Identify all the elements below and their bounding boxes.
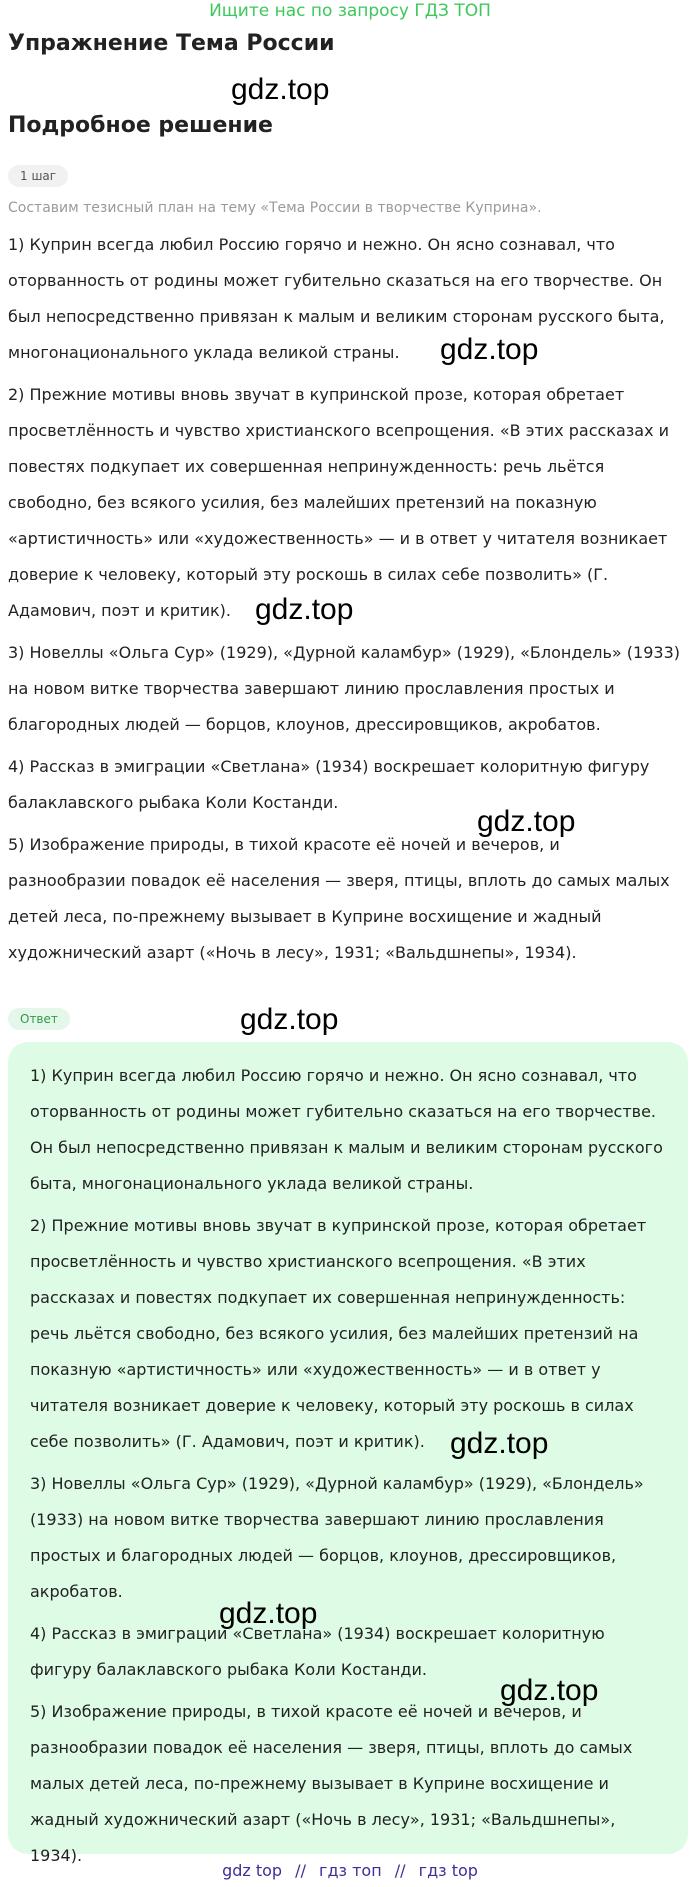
answer-badge: Ответ [8,1008,70,1030]
answer-paragraph: 5) Изображение природы, в тихой красоте её ночей и вечеров, и разнообразии повадок её населения — зверя, птицы, вплоть до самых малых детей леса, по-прежнему вызывает в Куприне восхищение и жадный художнический азарт («Ночь в лесу», 1931; «Вальдшнепы», 1934). [30,1702,633,1865]
answer-paragraph: 2) Прежние мотивы вновь звучат в купринской прозе, которая обретает просветлённость и чувство христианского всепрощения. «В этих рассказах и повестях подкупает их совершенная непринужденность: речь льётся свободно, без всякого усилия, без малейших претензий на показную «артистичность» или «художественность» — и в ответ у читателя возникает доверие к человеку, который эту роскошь в силах себе позволить» (Г. Адамович, поэт и критик). [30,1216,647,1451]
watermark: gdz.top [477,805,576,838]
footer-link[interactable]: гдз топ [319,1861,382,1880]
solution-paragraph: 1) Куприн всегда любил Россию горячо и нежно. Он ясно сознавал, что оторванность от родины может губительно сказаться на его творчестве. Он был непосредственно привязан к малым и великим сторонам русского быта, многонационального уклада великой страны. [8,235,665,362]
footer-separator: // [295,1861,306,1880]
footer-link[interactable]: гдз top [418,1861,478,1880]
watermark: gdz.top [219,1597,318,1630]
footer-links [0,1860,700,1882]
top-banner: Ищите нас по запросу ГДЗ ТОП [209,1,491,21]
page-title: Упражнение Тема России [8,31,335,56]
watermark: gdz.top [240,1003,339,1036]
watermark: gdz.top [500,1674,599,1707]
intro-text: Составим тезисный план на тему «Тема России в творчестве Куприна». [8,200,542,216]
watermark: gdz.top [231,73,330,106]
footer-link[interactable]: gdz top [222,1861,283,1880]
solution-paragraph: 4) Рассказ в эмиграции «Светлана» (1934) воскрешает колоритную фигуру балаклавского рыбака Коли Костанди. [8,757,650,812]
step-badge: 1 шаг [8,165,68,187]
answer-paragraph: 3) Новеллы «Ольга Сур» (1929), «Дурной каламбур» (1929), «Блондель» (1933) на новом витке творчества завершают линию прославления простых и благородных людей — борцов, клоунов, дрессировщиков, акробатов. [30,1474,644,1601]
solution-paragraph: 5) Изображение природы, в тихой красоте её ночей и вечеров, и разнообразии повадок её населения — зверя, птицы, вплоть до самых малых детей леса, по-прежнему вызывает в Куприне восхищение и жадный художнический азарт («Ночь в лесу», 1931; «Вальдшнепы», 1934). [8,835,670,962]
solution-paragraph: 3) Новеллы «Ольга Сур» (1929), «Дурной каламбур» (1929), «Блондель» (1933) на новом витке творчества завершают линию прославления простых и благородных людей — борцов, клоунов, дрессировщиков, акробатов. [8,643,680,734]
answer-paragraph: 4) Рассказ в эмиграции «Светлана» (1934) воскрешает колоритную фигуру балаклавского рыбака Коли Костанди. [30,1624,605,1679]
watermark: gdz.top [450,1427,549,1460]
footer-separator: // [394,1861,406,1880]
section-title: Подробное решение [8,113,273,138]
watermark: gdz.top [440,333,539,366]
solution-paragraph: 2) Прежние мотивы вновь звучат в купринской прозе, которая обретает просветлённость и чувство христианского всепрощения. «В этих рассказах и повестях подкупает их совершенная непринужденность: речь льётся свободно, без всякого усилия, без малейших претензий на показную «артистичность» или «художественность» — и в ответ у читателя возникает доверие к человеку, который эту роскошь в силах себе позволить» (Г. Адамович, поэт и критик). [8,385,670,620]
watermark: gdz.top [255,593,354,626]
answer-paragraph: 1) Куприн всегда любил Россию горячо и нежно. Он ясно сознавал, что оторванность от родины может губительно сказаться на его творчестве. Он был непосредственно привязан к малым и великим сторонам русского быта, многонационального уклада великой страны. [30,1066,663,1193]
answer-box [8,1042,688,1865]
